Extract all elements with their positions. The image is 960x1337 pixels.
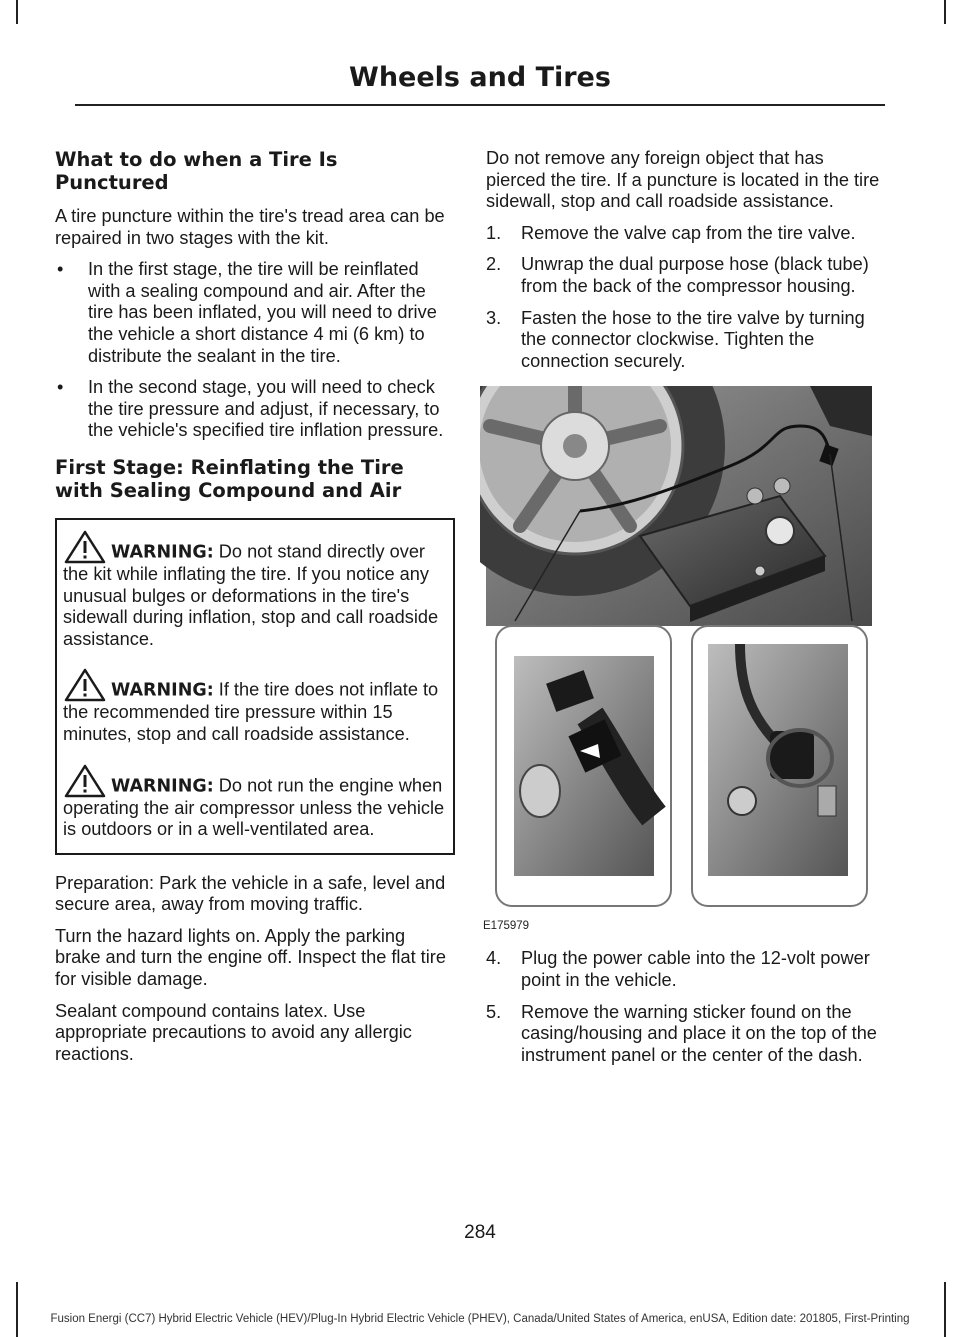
body-paragraph: Sealant compound contains latex. Use appropriate precautions to avoid any allergic reactions. [55, 1000, 412, 1064]
figure-id: E175979 [483, 920, 530, 933]
warning-text: Do not stand directly over the kit while inflating the tire. If you notice any unusual bulges or deformations in the tire's sidewall during inflation, stop and call roadside assistance. [63, 541, 439, 649]
list-item [55, 259, 455, 367]
step-number: 3. [486, 307, 502, 328]
warning-item [63, 530, 447, 650]
list-item [486, 308, 880, 373]
warning-item [63, 668, 447, 745]
right-column [483, 148, 880, 1076]
step-text: Unwrap the dual purpose hose (black tube) from the back of the compressor housing. [521, 254, 869, 296]
tire-repair-illustration [480, 386, 872, 934]
warning-item [63, 764, 447, 841]
crop-mark [944, 1282, 946, 1337]
list-item [486, 223, 880, 245]
warning-label: WARNING: [111, 542, 214, 563]
list-item [486, 1002, 880, 1067]
step-number: 2. [486, 254, 502, 275]
bullet-list [55, 259, 455, 442]
body-paragraph: Do not remove any foreign object that has pierced the tire. If a puncture is located in the tire sidewall, stop and call roadside assistance. [486, 148, 880, 212]
header-rule [75, 104, 885, 106]
warning-triangle-icon [63, 668, 107, 702]
step-text: Remove the warning sticker found on the casing/housing and place it on the top of the instrument panel or the center of the dash. [521, 1001, 877, 1065]
warning-text: Do not run the engine when operating the air compressor unless the vehicle is outdoors or in a well-ventilated area. [63, 774, 445, 840]
illustration-drawing [480, 386, 872, 934]
bullet-text: In the second stage, you will need to check the tire pressure and adjust, if necessary, to the vehicle's specified tire inflation pressure. [88, 377, 444, 441]
step-number: 5. [486, 1001, 502, 1022]
page-footer: Fusion Energi (CC7) Hybrid Electric Vehicle (HEV)/Plug-In Hybrid Electric Vehicle (PHEV), Canada/United States of America, enUSA, Edition date: 201805, First-Printing [50, 1313, 910, 1325]
bullet-text: In the first stage, the tire will be reinflated with a sealing compound and air. After the tire has been inflated, you will need to drive the vehicle a short distance 4 mi (6 km) to distribute the sealant in the tire. [88, 259, 437, 366]
warning-triangle-icon [63, 530, 107, 564]
crop-mark [16, 1282, 18, 1337]
crop-mark [944, 0, 946, 24]
step-text: Remove the valve cap from the tire valve. [521, 222, 856, 243]
step-number: 1. [486, 222, 502, 243]
warning-label: WARNING: [111, 680, 214, 701]
body-paragraph: Turn the hazard lights on. Apply the parking brake and turn the engine off. Inspect the flat tire for visible damage. [55, 925, 446, 990]
intro-paragraph: A tire puncture within the tire's tread area can be repaired in two stages with the kit. [55, 206, 445, 248]
warning-label: WARNING: [111, 775, 214, 796]
page-title: Wheels and Tires [349, 62, 611, 93]
step-number: 4. [486, 948, 502, 969]
warning-box [55, 518, 455, 855]
crop-mark [16, 0, 18, 24]
body-paragraph: Preparation: Park the vehicle in a safe, level and secure area, away from moving traffic. [55, 872, 446, 915]
step-text: Fasten the hose to the tire valve by turning the connector clockwise. Tighten the connection securely. [521, 307, 865, 371]
step-text: Plug the power cable into the 12-volt power point in the vehicle. [521, 948, 870, 990]
warning-text: If the tire does not inflate to the recommended tire pressure within 15 minutes, stop and call roadside assistance. [63, 679, 439, 744]
bullet-symbol: • [57, 259, 64, 280]
left-column [55, 148, 455, 1075]
list-item [486, 948, 880, 991]
warning-triangle-icon [63, 764, 107, 798]
page-number: 284 [464, 1222, 496, 1243]
bullet-symbol: • [57, 377, 64, 398]
list-item [55, 377, 455, 442]
step-list [486, 223, 880, 373]
section-heading: First Stage: Reinflating the Tire with Sealing Compound and Air [55, 455, 404, 502]
list-item [486, 254, 880, 297]
step-list [486, 948, 880, 1066]
section-heading: What to do when a Tire Is Punctured [55, 148, 338, 194]
